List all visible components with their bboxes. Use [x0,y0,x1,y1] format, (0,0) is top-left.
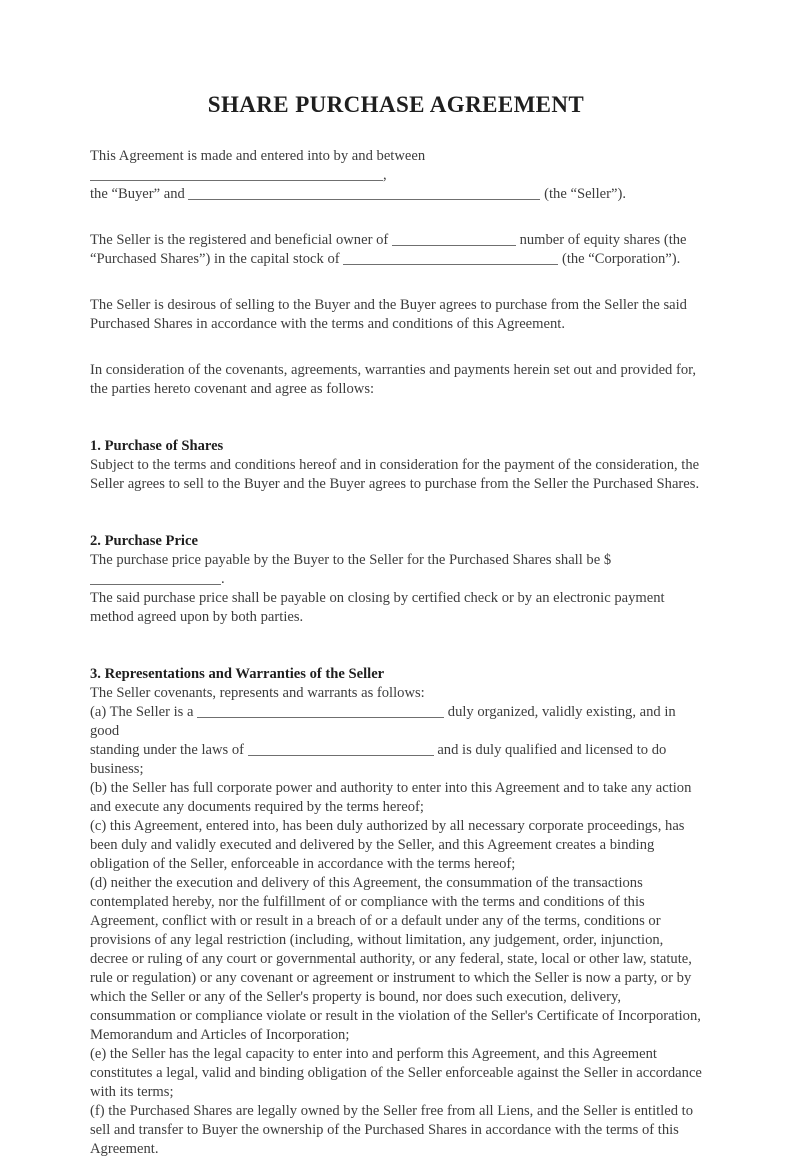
paragraph-consideration: In consideration of the covenants, agreements, warranties and payments herein set out and provided for, the parties hereto covenant and agree as follows: [90,362,697,397]
ownership-line1-suffix: number of equity shares (the [519,232,687,248]
intro-line1-prefix: This Agreement is made and entered into by and between [90,148,426,164]
price-suffix: . [221,571,225,587]
section-heading-1: 1. Purchase of Shares [90,438,224,454]
section-3-clause-f: (f) the Purchased Shares are legally owned by the Seller free from all Liens, and the Seller is entitled to sell and transfer to Buyer the ownership of the Purchased Shares in accordance with the terms of this Agreement. [90,1103,694,1157]
intro-line1-suffix: , [383,167,387,183]
section-heading-3: 3. Representations and Warranties of the Seller [90,666,385,682]
section-3-clause-b: (b) the Seller has full corporate power and authority to enter into this Agreement and to take any action and execute any documents required by the terms hereof; [90,780,692,815]
intro-line2-suffix: (the “Seller”). [544,186,626,202]
paragraph-desirous: The Seller is desirous of selling to the Buyer and the Buyer agrees to purchase from the Seller the said Purchased Shares in accordance with the terms and conditions of this Agreement. [90,297,687,332]
section-3-lead: The Seller covenants, represents and warrants as follows: [90,685,425,701]
section-3-clause-c: (c) this Agreement, entered into, has been duly authorized by all necessary corporate proceedings, has been duly and validly executed and delivered by the Seller, and this Agreement creates a binding obligation of the Seller, enforceable in accordance with the terms hereof; [90,818,685,872]
spacer [90,494,702,521]
page-title: SHARE PURCHASE AGREEMENT [207,92,585,117]
price-prefix: The purchase price payable by the Buyer to the Seller for the Purchased Shares shall be $ [90,552,612,568]
section-body-1: Subject to the terms and conditions hereof and in consideration for the payment of the consideration, the Seller agrees to sell to the Buyer and the Buyer agrees to purchase from the Seller the Purchased Shares. [90,457,700,492]
spacer [90,118,702,147]
document-body [90,0,702,1159]
spacer [90,521,702,532]
paragraph-intro [90,147,702,204]
blank-jurisdiction[interactable] [248,742,434,756]
clause-a-line2-suffix: and is duly qualified and licensed to do business; [90,742,667,777]
blank-share-count[interactable] [392,232,516,246]
clause-a-line1-prefix: (a) The Seller is a [90,704,194,720]
blank-seller-name[interactable] [188,186,540,200]
ownership-line2-suffix: (the “Corporation”). [561,251,681,267]
spacer [90,426,702,437]
section-body-2: The said purchase price shall be payable on closing by certified check or by an electronic payment method agreed upon by both parties. [90,590,665,625]
section-3-clause-d: (d) neither the execution and delivery of this Agreement, the consummation of the transactions contemplated hereby, nor the fulfillment of or compliance with the terms and conditions of this Agreement, conflict with or result in a breach of or a default under any of the terms, conditions or provisions of any legal restriction (including, without limitation, any judgement, order, injunction, decree or ruling of any court or governmental authority, or any federal, state, local or other law, statute, rule or regulation) or any covenant or agreement or instrument to which the Seller is now a party, or by which the Seller or any of the Seller's property is bound, nor does such execution, delivery, consummation or compliance violate or result in the violation of the Seller's Certificate of Incorporation, Memorandum and Articles of Incorporation; [90,875,701,1043]
ownership-line1-prefix: The Seller is the registered and beneficial owner of [90,232,389,248]
spacer [90,654,702,665]
spacer [90,627,702,654]
spacer [90,269,702,296]
clause-a-line2-prefix: standing under the laws of [90,742,245,758]
spacer [90,399,702,426]
section-3-clause-e: (e) the Seller has the legal capacity to enter into and perform this Agreement, and this Agreement constitutes a legal, valid and binding obligation of the Seller enforceable against the Seller in accordance with its terms; [90,1046,702,1100]
section-3-clause-a [90,703,702,779]
blank-purchase-price[interactable] [90,571,221,585]
section-heading-2: 2. Purchase Price [90,533,198,549]
spacer [90,204,702,231]
clause-a-line1-suffix: duly organized, validly existing, and in good [90,704,676,739]
ownership-line2-prefix: “Purchased Shares”) in the capital stock of [90,251,340,267]
spacer [90,334,702,361]
paragraph-ownership [90,231,702,269]
blank-buyer-name[interactable] [90,167,383,181]
intro-line2-prefix: the “Buyer” and [90,186,185,202]
blank-corporation-name[interactable] [343,251,558,265]
blank-entity-type[interactable] [197,704,444,718]
section-body-2-price [90,551,702,589]
